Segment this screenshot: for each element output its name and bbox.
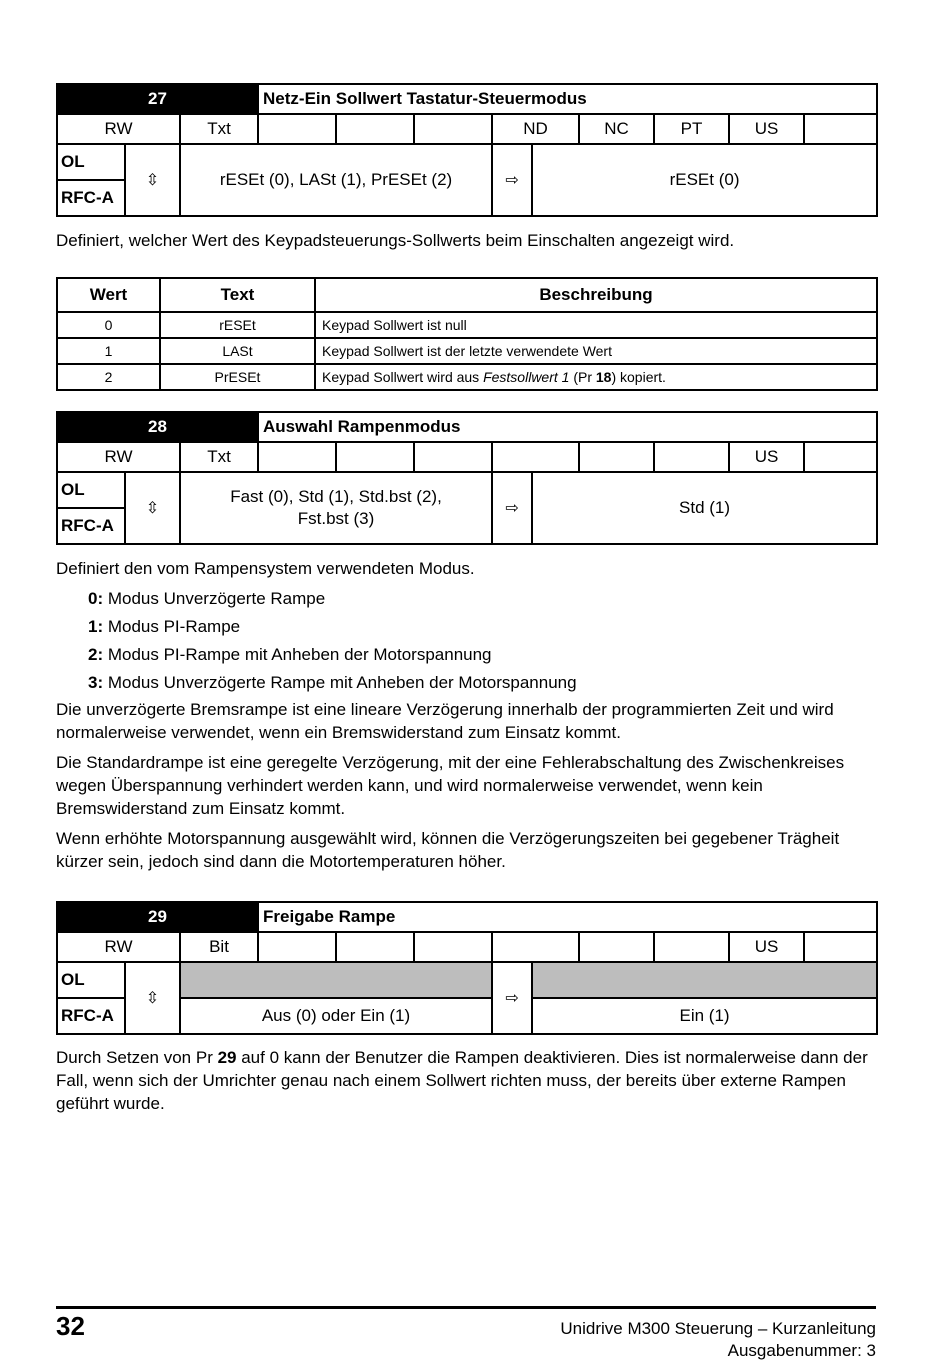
parameter-27-description: Definiert, welcher Wert des Keypadsteuerungs-Sollwerts beim Einschalten angezeigt wird. bbox=[56, 231, 735, 250]
right-arrow-icon: ⇨ bbox=[492, 962, 532, 1034]
attribute-row bbox=[57, 114, 877, 144]
updown-arrow-icon: ⇳ bbox=[125, 144, 180, 216]
mode-rfc-a: RFC-A bbox=[57, 180, 125, 216]
attr-cell: Txt bbox=[180, 442, 258, 472]
mode-ol: OL bbox=[57, 144, 125, 180]
issue-number: Ausgabenummer: 3 bbox=[727, 1341, 876, 1360]
attribute-row bbox=[57, 932, 877, 962]
desc-bold: 29 bbox=[217, 1048, 237, 1067]
row-value: 0 bbox=[57, 312, 160, 338]
attr-cell bbox=[654, 932, 729, 962]
attr-cell: US bbox=[729, 114, 804, 144]
attr-cell bbox=[414, 932, 492, 962]
parameter-29-table bbox=[56, 901, 878, 1035]
attr-cell bbox=[414, 114, 492, 144]
mode-list-item: 2: Modus PI-Rampe mit Anheben der Motorspannung bbox=[88, 645, 492, 664]
row-description: Keypad Sollwert ist null bbox=[315, 312, 877, 338]
parameter-title: Freigabe Rampe bbox=[258, 902, 877, 932]
attr-cell bbox=[492, 932, 579, 962]
mode-list-item: 1: Modus PI-Rampe bbox=[88, 617, 241, 636]
parameter-28-description: Definiert den vom Rampensystem verwendeten Modus. bbox=[56, 559, 475, 578]
parameter-27-table bbox=[56, 83, 878, 217]
parameter-title: Auswahl Rampenmodus bbox=[258, 412, 877, 442]
attr-cell bbox=[258, 442, 336, 472]
paragraph-standard-ramp: Die Standardrampe ist eine geregelte Verzögerung, mit der eine Fehlerabschaltung des Zwischenkreises wegen Überspannung verhindert werden kann, und wird normalerweise verwendet, wenn kein Bremswiderstand zum Einsatz kommt. bbox=[56, 753, 845, 818]
attr-cell bbox=[336, 114, 414, 144]
attr-cell: PT bbox=[654, 114, 729, 144]
row-value: 1 bbox=[57, 338, 160, 364]
row-value: 2 bbox=[57, 364, 160, 390]
default-ol-greyed bbox=[532, 962, 877, 998]
attr-cell: Bit bbox=[180, 932, 258, 962]
page-number: 32 bbox=[56, 1311, 85, 1341]
attr-cell: RW bbox=[57, 442, 180, 472]
parameter-28-table bbox=[56, 411, 878, 545]
document-title: Unidrive M300 Steuerung – Kurzanleitung bbox=[560, 1319, 876, 1338]
attr-cell bbox=[579, 442, 654, 472]
column-header-value: Wert bbox=[57, 278, 160, 312]
desc-mid: (Pr bbox=[569, 369, 596, 385]
range-line-2: Fst.bst (3) bbox=[297, 509, 375, 528]
desc-post: ) kopiert. bbox=[611, 369, 666, 385]
attr-cell bbox=[258, 932, 336, 962]
attr-cell bbox=[579, 932, 654, 962]
paragraph-fast-ramp: Die unverzögerte Bremsrampe ist eine lineare Verzögerung innerhalb der programmierten Zeit und wird normalerweise verwendet, wenn ein Bremswiderstand zum Einsatz kommt. bbox=[56, 700, 834, 742]
parameter-range: rESEt (0), LASt (1), PrESEt (2) bbox=[180, 144, 492, 216]
parameter-range bbox=[180, 472, 492, 544]
attr-cell bbox=[654, 442, 729, 472]
parameter-default: rESEt (0) bbox=[532, 144, 877, 216]
row-description bbox=[315, 364, 877, 390]
paragraph-boost: Wenn erhöhte Motorspannung ausgewählt wird, können die Verzögerungszeiten bei gegebener Trägheit kürzer sein, jedoch sind dann die Motortemperaturen höher. bbox=[56, 829, 840, 871]
row-text: rESEt bbox=[160, 312, 315, 338]
desc-italic: Festsollwert 1 bbox=[483, 369, 570, 385]
parameter-title: Netz-Ein Sollwert Tastatur-Steuermodus bbox=[258, 84, 877, 114]
mode-ol: OL bbox=[57, 472, 125, 508]
parameter-default: Ein (1) bbox=[532, 998, 877, 1034]
column-header-text: Text bbox=[160, 278, 315, 312]
attr-cell: Txt bbox=[180, 114, 258, 144]
updown-arrow-icon: ⇳ bbox=[125, 472, 180, 544]
range-line-1: Fast (0), Std (1), Std.bst (2), bbox=[230, 487, 442, 506]
attr-cell: NC bbox=[579, 114, 654, 144]
parameter-default: Std (1) bbox=[532, 472, 877, 544]
attr-cell bbox=[804, 114, 877, 144]
footer-info bbox=[560, 1318, 876, 1362]
mode-list-item: 0: Modus Unverzögerte Rampe bbox=[88, 589, 326, 608]
attr-cell bbox=[336, 932, 414, 962]
table-row bbox=[57, 312, 877, 338]
attr-cell bbox=[804, 932, 877, 962]
table-row bbox=[57, 338, 877, 364]
desc-post: auf 0 kann der Benutzer die Rampen deaktivieren. Dies ist normalerweise dann der Fall, wenn sich der Umrichter genau nach einem Sollwert richten muss, der bereits über externe Rampen geführt wurde. bbox=[56, 1048, 868, 1113]
table-row bbox=[57, 364, 877, 390]
parameter-29-description bbox=[56, 1046, 876, 1115]
row-description: Keypad Sollwert ist der letzte verwendete Wert bbox=[315, 338, 877, 364]
desc-pre: Keypad Sollwert wird aus bbox=[322, 369, 484, 385]
attr-cell bbox=[414, 442, 492, 472]
desc-bold: 18 bbox=[595, 369, 612, 385]
attribute-row bbox=[57, 442, 877, 472]
mode-rfc-a: RFC-A bbox=[57, 998, 125, 1034]
row-text: PrESEt bbox=[160, 364, 315, 390]
mode-rfc-a: RFC-A bbox=[57, 508, 125, 544]
parameter-range: Aus (0) oder Ein (1) bbox=[180, 998, 492, 1034]
row-text: LASt bbox=[160, 338, 315, 364]
right-arrow-icon: ⇨ bbox=[492, 144, 532, 216]
updown-arrow-icon: ⇳ bbox=[125, 962, 180, 1034]
attr-cell: US bbox=[729, 932, 804, 962]
parameter-number: 27 bbox=[57, 84, 258, 114]
column-header-description: Beschreibung bbox=[315, 278, 877, 312]
footer-divider bbox=[56, 1306, 876, 1309]
attr-cell bbox=[804, 442, 877, 472]
desc-pre: Durch Setzen von Pr bbox=[56, 1048, 218, 1067]
attr-cell: US bbox=[729, 442, 804, 472]
attr-cell bbox=[258, 114, 336, 144]
right-arrow-icon: ⇨ bbox=[492, 472, 532, 544]
attr-cell bbox=[336, 442, 414, 472]
attr-cell: ND bbox=[492, 114, 579, 144]
mode-ol: OL bbox=[57, 962, 125, 998]
attr-cell: RW bbox=[57, 932, 180, 962]
attr-cell bbox=[492, 442, 579, 472]
mode-list-item: 3: Modus Unverzögerte Rampe mit Anheben der Motorspannung bbox=[88, 673, 577, 692]
attr-cell: RW bbox=[57, 114, 180, 144]
values-table bbox=[56, 277, 878, 391]
parameter-number: 28 bbox=[57, 412, 258, 442]
values-header-row bbox=[57, 278, 877, 312]
parameter-number: 29 bbox=[57, 902, 258, 932]
range-ol-greyed bbox=[180, 962, 492, 998]
